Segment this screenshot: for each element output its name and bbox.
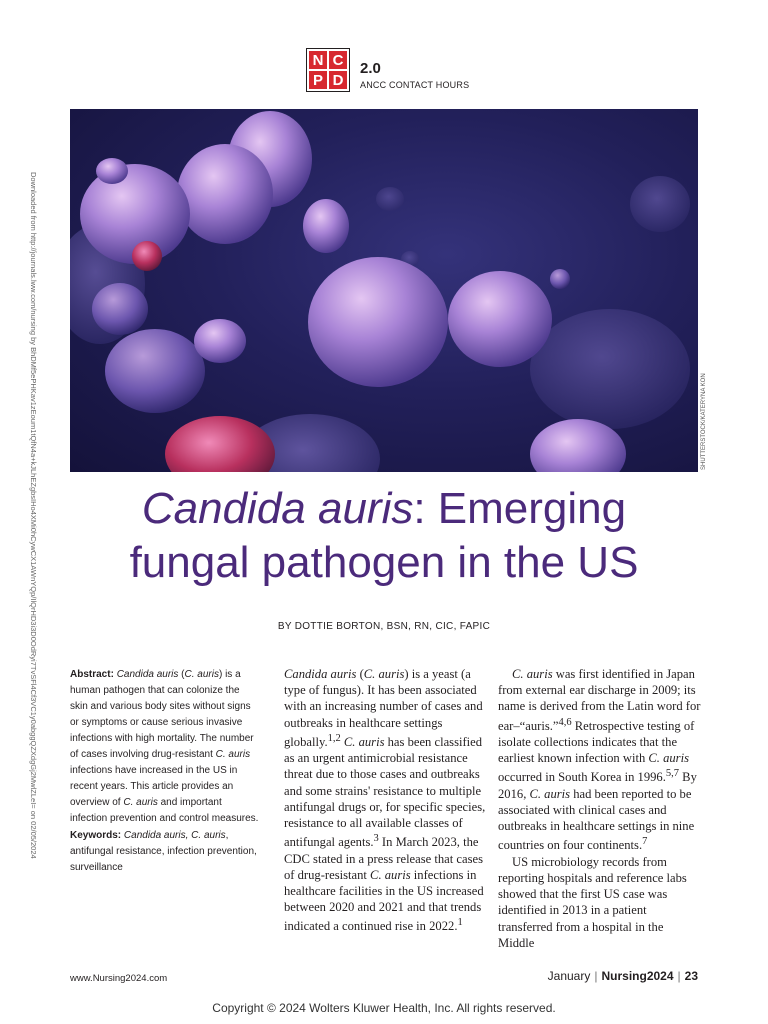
page-number: 23 xyxy=(684,969,698,983)
photo-credit-text: SHUTTERSTOCK/KATERYNA KON xyxy=(701,373,707,470)
keywords xyxy=(70,828,260,876)
title-rest: : Emerging xyxy=(413,484,627,533)
citation: 3 xyxy=(373,833,379,845)
ncpd-logo xyxy=(306,48,350,92)
body-column-2 xyxy=(498,666,701,951)
body-paragraph xyxy=(284,666,487,935)
italic-term: Candida auris xyxy=(284,667,357,681)
article-title xyxy=(70,482,698,590)
badge-letter: D xyxy=(329,71,347,89)
body-text: had been reported to be associated with clinical cases and outbreaks in healthcare settings in nine countries on four continents. xyxy=(498,786,695,853)
body-text: occurred in South Korea in 1996. xyxy=(498,770,666,785)
abstract-label: Abstract: xyxy=(70,669,114,680)
italic-term: C. auris xyxy=(648,751,689,766)
body-paragraph xyxy=(498,666,701,854)
badge-letter: C xyxy=(329,51,347,69)
citation: 7 xyxy=(642,836,648,848)
contact-hours-value: 2.0 xyxy=(360,60,381,77)
italic-term: C. auris xyxy=(370,867,411,882)
copyright: Copyright © 2024 Wolters Kluwer Health, Inc. All rights reserved. xyxy=(212,1001,556,1015)
italic-term: C. auris xyxy=(343,735,385,749)
citation: 1 xyxy=(457,917,463,929)
italic-term: C. auris xyxy=(363,667,405,681)
badge-letter: N xyxy=(309,51,327,69)
body-column-1 xyxy=(284,666,487,935)
keywords-text: , antifungal resistance, infection prevention, surveillance xyxy=(70,830,257,873)
abstract-italic: C. auris xyxy=(123,797,158,808)
folio-magazine: Nursing2024 xyxy=(601,969,674,983)
byline: BY DOTTIE BORTON, BSN, RN, CIC, FAPIC xyxy=(277,621,491,632)
badge-letter: P xyxy=(309,71,327,89)
photo-credit xyxy=(701,373,711,470)
abstract-text: infections have increased in the US in recent years. This article provides an overview of xyxy=(70,765,238,808)
citation: 5,7 xyxy=(665,768,680,780)
abstract-text: ) is a human pathogen that can colonize the skin and various body sites without signs or symptoms or cause serious invasive infections with high mortality. The number of cases involving drug-resistant xyxy=(70,669,254,760)
abstract-italic: Candida auris xyxy=(116,669,179,680)
title-italic: Candida auris xyxy=(141,484,414,533)
body-text: In March 2023, the CDC stated in a press release that cases of drug-resistant xyxy=(284,835,483,882)
keywords-italic: Candida auris, C. auris xyxy=(123,830,226,841)
abstract-text: ( xyxy=(178,669,185,680)
body-text: Retrospective testing of isolate collections indicates that the earliest known infection with xyxy=(498,718,695,766)
fungal-cells-illustration xyxy=(70,109,698,472)
body-text: ( xyxy=(356,667,364,681)
hero-image xyxy=(70,109,698,472)
abstract xyxy=(70,667,260,827)
citation: 4,6 xyxy=(558,716,572,728)
italic-term: C. auris xyxy=(512,667,553,681)
folio-divider: | xyxy=(594,969,598,983)
abstract-text: and important infection prevention and control measures. xyxy=(70,797,259,824)
title-line2: fungal pathogen in the US xyxy=(129,538,639,587)
body-text: infections in healthcare facilities in the US increased between 2020 and 2021 and that trends indicated a continued rise in 2022. xyxy=(284,867,484,934)
body-paragraph: US microbiology records from reporting hospitals and reference labs showed that the first US case was identified in 2013 in a patient transferred from a hospital in the Middle xyxy=(498,854,687,950)
contact-hours-label: ANCC CONTACT HOURS xyxy=(360,80,470,90)
download-note-text: Downloaded from http://journals.lww.com/nursing by BhDMf5ePHKav1zEoum1tQfN4a+kJLhEZgbsIHo4XMi0hCywCX1AWnYQp/IlQrHD3i3D0OdRyi7TvSFl4Cf3VC1y0abggQZXdgGj2MwlZLeI= on 02/05/2024 xyxy=(29,172,38,859)
keywords-label: Keywords: xyxy=(70,830,122,841)
body-text: ) is a yeast (a type of fungus). It has been associated with an increasing number of cases and outbreaks in healthcare settings globally. xyxy=(284,667,483,749)
download-note xyxy=(26,172,46,859)
body-text: has been classified as an urgent antimicrobial resistance threat due to those cases and outbreaks and some strains' resistance to multiple antifungal drugs or, for specific species, resistance to all available classes of antifungal agents. xyxy=(284,735,486,850)
footer-url[interactable]: www.Nursing2024.com xyxy=(70,973,168,984)
italic-term: C. auris xyxy=(529,786,571,801)
body-text: was first identified in Japan from external ear discharge in 2009; its name is derived from the Latin word for ear–“auris.” xyxy=(498,667,701,733)
abstract-italic: C. auris xyxy=(215,749,251,760)
folio-month: January xyxy=(547,969,591,983)
folio-divider: | xyxy=(677,969,681,983)
page-folio xyxy=(548,969,698,983)
body-text: By 2016, xyxy=(498,770,697,801)
abstract-italic: C. auris xyxy=(184,669,219,680)
citation: 1,2 xyxy=(327,732,341,744)
